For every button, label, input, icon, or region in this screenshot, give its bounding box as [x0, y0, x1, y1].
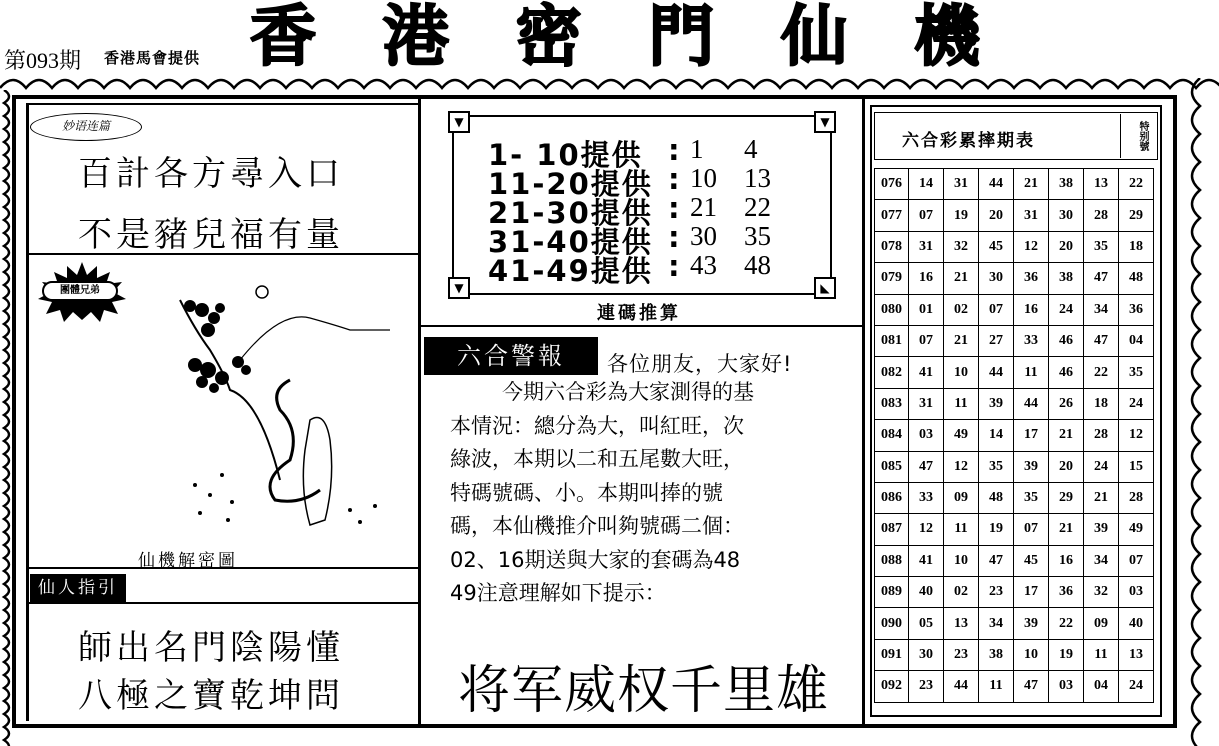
period-cell: 078	[875, 231, 909, 262]
number-cell: 21	[1084, 482, 1119, 513]
number-cell: 24	[1119, 388, 1154, 419]
range-value-a: 1	[690, 134, 704, 164]
range-value-b: 4	[744, 134, 758, 164]
corner-ornament-icon: ◣	[814, 277, 836, 299]
period-cell: 087	[875, 514, 909, 545]
number-cell: 31	[944, 169, 979, 200]
number-cell: 40	[909, 577, 944, 608]
number-cell: 34	[1084, 545, 1119, 576]
period-cell: 084	[875, 420, 909, 451]
period-cell: 090	[875, 608, 909, 639]
issue-number: 第093期	[4, 48, 82, 73]
number-cell: 17	[1014, 577, 1049, 608]
period-cell: 081	[875, 325, 909, 356]
title-char: 仙	[781, 0, 848, 75]
title-char: 機	[913, 0, 980, 75]
table-row	[875, 545, 1154, 576]
number-cell: 45	[1014, 545, 1049, 576]
range-colon: :	[668, 191, 682, 225]
number-cell: 47	[1084, 325, 1119, 356]
number-cell: 23	[909, 671, 944, 702]
range-colon: :	[668, 220, 682, 254]
number-cell: 07	[909, 200, 944, 231]
number-cell: 13	[1084, 169, 1119, 200]
number-cell: 14	[909, 169, 944, 200]
period-cell: 076	[875, 169, 909, 200]
number-cell: 28	[1084, 420, 1119, 451]
burst-label: 團體兄弟	[42, 281, 118, 301]
range-label: 11-20提供	[488, 167, 653, 201]
corner-ornament-icon: ▼	[814, 111, 836, 133]
number-cell: 44	[944, 671, 979, 702]
greeting: 各位朋友，大家好!	[607, 352, 793, 376]
number-cell: 20	[1049, 231, 1084, 262]
number-cell: 30	[909, 639, 944, 670]
couplet-line: 八極之寶乾坤問	[78, 676, 344, 716]
number-cell: 31	[909, 231, 944, 262]
number-cell: 10	[944, 545, 979, 576]
results-table	[874, 168, 1154, 703]
corner-ornament-icon: ▼	[448, 111, 470, 133]
number-cell: 47	[1014, 671, 1049, 702]
number-cell: 21	[944, 263, 979, 294]
paragraph-line: 碼，本仙機推介叫夠號碼二個：	[450, 514, 744, 538]
range-label: 1- 10提供	[488, 138, 643, 172]
number-cell: 29	[1119, 200, 1154, 231]
number-cell: 11	[944, 388, 979, 419]
table-row	[875, 420, 1154, 451]
number-cell: 04	[1119, 325, 1154, 356]
number-cell: 46	[1049, 357, 1084, 388]
special-number-label: 特别號	[1120, 114, 1148, 158]
number-cell: 22	[1119, 169, 1154, 200]
number-cell: 03	[1049, 671, 1084, 702]
number-cell: 11	[1014, 357, 1049, 388]
number-cell: 15	[1119, 451, 1154, 482]
number-cell: 41	[909, 545, 944, 576]
number-cell: 22	[1049, 608, 1084, 639]
number-cell: 47	[1084, 263, 1119, 294]
period-cell: 079	[875, 263, 909, 294]
number-cell: 34	[979, 608, 1014, 639]
range-label: 31-40提供	[488, 225, 653, 259]
number-cell: 19	[1049, 639, 1084, 670]
period-cell: 085	[875, 451, 909, 482]
number-cell: 35	[1014, 482, 1049, 513]
number-cell: 13	[1119, 639, 1154, 670]
number-cell: 26	[1049, 388, 1084, 419]
number-cell: 48	[1119, 263, 1154, 294]
corner-ornament-icon: ▼	[448, 277, 470, 299]
slogan-tag: 妙语连篇	[30, 113, 142, 141]
divider	[862, 99, 865, 724]
number-cell: 44	[1014, 388, 1049, 419]
number-cell: 34	[1084, 294, 1119, 325]
number-cell: 33	[909, 482, 944, 513]
number-cell: 12	[909, 514, 944, 545]
number-cell: 04	[1084, 671, 1119, 702]
number-cell: 01	[909, 294, 944, 325]
motto: 将军威权千里雄	[458, 661, 830, 721]
number-cell: 35	[979, 451, 1014, 482]
number-cell: 44	[979, 357, 1014, 388]
number-cell: 32	[1084, 577, 1119, 608]
number-cell: 24	[1084, 451, 1119, 482]
table-row	[875, 608, 1154, 639]
range-value-b: 13	[744, 163, 771, 193]
divider	[26, 103, 29, 721]
number-cell: 33	[1014, 325, 1049, 356]
number-cell: 12	[1014, 231, 1049, 262]
number-cell: 07	[909, 325, 944, 356]
table-row	[875, 200, 1154, 231]
range-colon: :	[668, 249, 682, 283]
number-cell: 14	[979, 420, 1014, 451]
number-cell: 20	[979, 200, 1014, 231]
number-cell: 39	[1014, 608, 1049, 639]
forecast-paragraph	[450, 376, 840, 611]
number-cell: 22	[1084, 357, 1119, 388]
number-cell: 16	[1049, 545, 1084, 576]
masthead-title	[250, 0, 980, 74]
number-cell: 18	[1084, 388, 1119, 419]
number-cell: 36	[1119, 294, 1154, 325]
number-cell: 27	[979, 325, 1014, 356]
number-cell: 28	[1084, 200, 1119, 231]
number-cell: 35	[1119, 357, 1154, 388]
number-cell: 30	[1049, 200, 1084, 231]
number-cell: 10	[1014, 639, 1049, 670]
number-cell: 48	[979, 482, 1014, 513]
number-cell: 09	[944, 482, 979, 513]
number-cell: 39	[1084, 514, 1119, 545]
number-cell: 07	[979, 294, 1014, 325]
number-cell: 40	[1119, 608, 1154, 639]
couplet-line: 百計各方尋入口	[78, 154, 344, 194]
table-row	[875, 357, 1154, 388]
number-cell: 11	[944, 514, 979, 545]
number-cell: 21	[1049, 420, 1084, 451]
number-cell: 17	[1014, 420, 1049, 451]
number-cell: 20	[1049, 451, 1084, 482]
period-cell: 092	[875, 671, 909, 702]
image-caption: 仙機解密圖	[138, 551, 238, 571]
number-cell: 21	[1014, 169, 1049, 200]
table-row	[875, 231, 1154, 262]
divider	[26, 602, 418, 604]
range-value-a: 10	[690, 163, 717, 193]
period-cell: 077	[875, 200, 909, 231]
title-char: 密	[515, 0, 582, 75]
number-cell: 32	[944, 231, 979, 262]
range-label: 41-49提供	[488, 254, 653, 288]
number-cell: 47	[909, 451, 944, 482]
number-cell: 38	[1049, 169, 1084, 200]
paragraph-line: 特碼號碼、小。本期叫捧的號	[450, 480, 723, 505]
range-value-b: 48	[744, 250, 771, 280]
number-cell: 24	[1049, 294, 1084, 325]
couplet-line: 師出名門陰陽懂	[78, 628, 344, 668]
title-char: 港	[382, 0, 449, 75]
paragraph-line: 02、16期送與大家的套碼為48	[450, 547, 741, 572]
paragraph-line: 49注意理解如下提示：	[450, 581, 666, 605]
number-cell: 19	[944, 200, 979, 231]
number-cell: 38	[979, 639, 1014, 670]
number-cell: 44	[979, 169, 1014, 200]
number-cell: 23	[944, 639, 979, 670]
table-row	[875, 514, 1154, 545]
number-cell: 09	[1084, 608, 1119, 639]
paragraph-line: 綠波，本期以二和五尾數大旺，	[450, 447, 744, 471]
divider	[418, 99, 421, 724]
number-cell: 07	[1119, 545, 1154, 576]
range-value-b: 22	[744, 192, 771, 222]
table-row	[875, 325, 1154, 356]
couplet-line: 不是豬兒福有量	[78, 215, 344, 255]
number-cell: 10	[944, 357, 979, 388]
table-row	[875, 577, 1154, 608]
provider-label: 香港馬會提供	[104, 49, 201, 67]
number-cell: 03	[909, 420, 944, 451]
divider	[26, 103, 418, 105]
number-cell: 45	[979, 231, 1014, 262]
number-cell: 02	[944, 577, 979, 608]
number-cell: 21	[1049, 514, 1084, 545]
period-cell: 089	[875, 577, 909, 608]
range-row	[488, 249, 771, 290]
number-cell: 13	[944, 608, 979, 639]
number-cell: 19	[979, 514, 1014, 545]
alert-label: 六合警報	[424, 337, 598, 375]
title-char: 門	[648, 0, 715, 75]
table-row	[875, 294, 1154, 325]
number-cell: 47	[979, 545, 1014, 576]
number-cell: 36	[1049, 577, 1084, 608]
number-cell: 03	[1119, 577, 1154, 608]
number-cell: 49	[944, 420, 979, 451]
box-caption: 連碼推算	[597, 303, 681, 324]
number-cell: 24	[1119, 671, 1154, 702]
range-value-a: 43	[690, 250, 717, 280]
period-cell: 080	[875, 294, 909, 325]
period-cell: 088	[875, 545, 909, 576]
period-cell: 091	[875, 639, 909, 670]
period-cell: 086	[875, 482, 909, 513]
number-cell: 39	[1014, 451, 1049, 482]
number-cell: 29	[1049, 482, 1084, 513]
table-row	[875, 169, 1154, 200]
number-cell: 36	[1014, 263, 1049, 294]
range-colon: :	[668, 133, 682, 167]
number-cell: 11	[979, 671, 1014, 702]
number-cell: 18	[1119, 231, 1154, 262]
number-cell: 16	[909, 263, 944, 294]
number-cell: 31	[909, 388, 944, 419]
paragraph-line: 本情況：總分為大，叫紅旺，次	[450, 413, 744, 438]
number-cell: 30	[979, 263, 1014, 294]
wavy-border-right	[1178, 78, 1219, 746]
number-cell: 49	[1119, 514, 1154, 545]
number-cell: 46	[1049, 325, 1084, 356]
title-char: 香	[250, 0, 316, 75]
number-cell: 41	[909, 357, 944, 388]
range-label: 21-30提供	[488, 196, 653, 230]
divider	[420, 325, 862, 327]
number-cell: 39	[979, 388, 1014, 419]
range-value-b: 35	[744, 221, 771, 251]
number-cell: 12	[1119, 420, 1154, 451]
table-row	[875, 671, 1154, 702]
number-cell: 38	[1049, 263, 1084, 294]
number-cell: 05	[909, 608, 944, 639]
range-colon: :	[668, 162, 682, 196]
number-cell: 11	[1084, 639, 1119, 670]
number-cell: 12	[944, 451, 979, 482]
number-cell: 31	[1014, 200, 1049, 231]
period-cell: 083	[875, 388, 909, 419]
illustration-image	[150, 270, 400, 550]
number-cell: 23	[979, 577, 1014, 608]
table-row	[875, 451, 1154, 482]
table-row	[875, 388, 1154, 419]
table-row	[875, 482, 1154, 513]
paragraph-line: 今期六合彩為大家測得的基	[502, 380, 754, 404]
number-cell: 28	[1119, 482, 1154, 513]
table-row	[875, 639, 1154, 670]
number-cell: 21	[944, 325, 979, 356]
number-cell: 35	[1084, 231, 1119, 262]
results-table-title: 六合彩累摔期表	[902, 131, 1035, 151]
table-row	[875, 263, 1154, 294]
range-value-a: 21	[690, 192, 717, 222]
number-cell: 16	[1014, 294, 1049, 325]
range-value-a: 30	[690, 221, 717, 251]
period-cell: 082	[875, 357, 909, 388]
number-cell: 02	[944, 294, 979, 325]
guide-label: 仙人指引	[30, 574, 126, 602]
number-cell: 07	[1014, 514, 1049, 545]
